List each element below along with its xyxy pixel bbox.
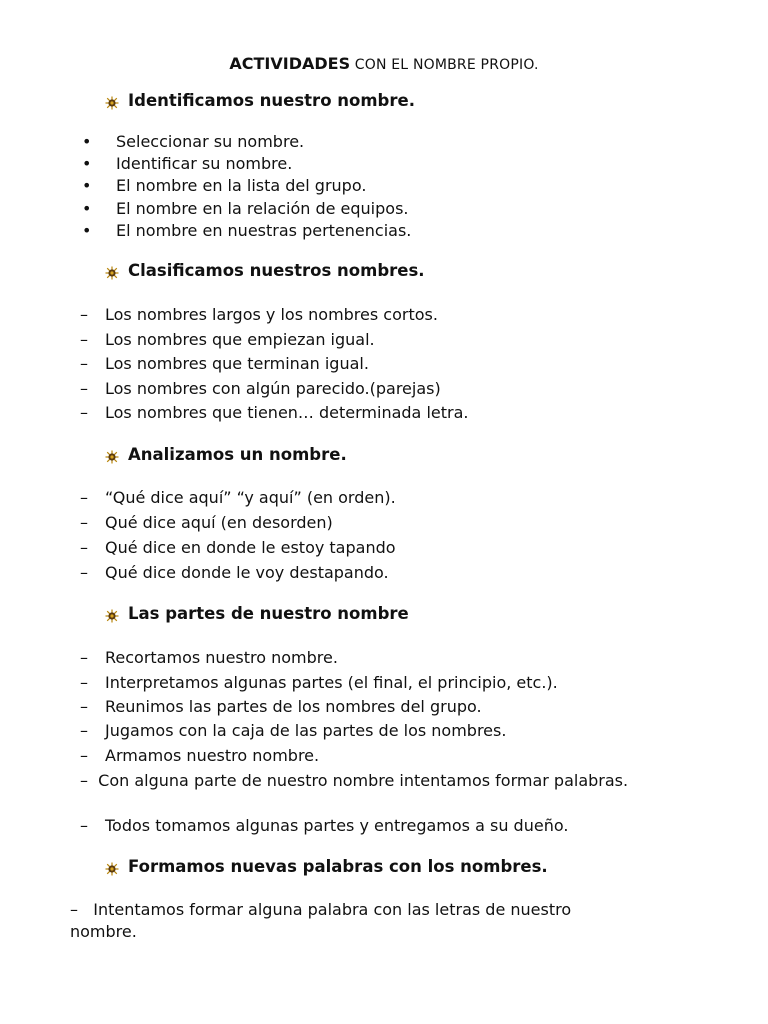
list-item-text: Qué dice donde le voy destapando.: [105, 563, 389, 582]
dash-marker: –: [80, 379, 88, 398]
list-item-text: Identificar su nombre.: [116, 154, 293, 173]
sun-bullet-icon: [105, 266, 119, 280]
sun-bullet-icon: [105, 450, 119, 464]
bullet-marker: •: [82, 176, 92, 195]
list-item-text: Qué dice aquí (en desorden): [105, 513, 333, 532]
list-item-text: El nombre en la lista del grupo.: [116, 176, 367, 195]
dash-marker: –: [80, 648, 88, 667]
section-heading: Clasificamos nuestros nombres.: [128, 261, 425, 280]
list-item-text: Los nombres largos y los nombres cortos.: [105, 305, 438, 324]
section-heading: Analizamos un nombre.: [128, 445, 347, 464]
bullet-marker: •: [82, 154, 92, 173]
list-item-text: Los nombres que terminan igual.: [105, 354, 369, 373]
list-item-text: Reunimos las partes de los nombres del grupo.: [105, 697, 482, 716]
dash-marker: –: [80, 305, 88, 324]
section-heading: Formamos nuevas palabras con los nombres.: [128, 857, 548, 876]
sun-bullet-icon: [105, 862, 119, 876]
list-item-text: Armamos nuestro nombre.: [105, 746, 320, 765]
bullet-marker: •: [82, 132, 92, 151]
dash-marker: –: [80, 513, 88, 532]
dash-marker: –: [80, 771, 88, 790]
section-heading: Identificamos nuestro nombre.: [128, 91, 415, 110]
bullet-marker: •: [82, 199, 92, 218]
dash-marker: –: [80, 538, 88, 557]
page-title: [0, 54, 768, 73]
dash-marker: –: [80, 721, 88, 740]
list-item-text: El nombre en la relación de equipos.: [116, 199, 409, 218]
list-item-text: Los nombres que empiezan igual.: [105, 330, 375, 349]
dash-marker: –: [80, 403, 88, 422]
list-item-text: Seleccionar su nombre.: [116, 132, 305, 151]
dash-marker: –: [80, 488, 88, 507]
list-item-text: “Qué dice aquí” “y aquí” (en orden).: [105, 488, 396, 507]
dash-marker: –: [80, 816, 88, 835]
dash-marker: –: [80, 697, 88, 716]
list-item-text: El nombre en nuestras pertenencias.: [116, 221, 412, 240]
list-item-text: Interpretamos algunas partes (el final, el principio, etc.).: [105, 673, 558, 692]
list-item-text: Recortamos nuestro nombre.: [105, 648, 338, 667]
title-rest: CON EL NOMBRE PROPIO.: [350, 57, 539, 73]
dash-marker: –: [80, 746, 88, 765]
dash-marker: –: [80, 563, 88, 582]
title-strong: ACTIVIDADES: [229, 54, 351, 73]
list-item-text: Todos tomamos algunas partes y entregamos a su dueño.: [105, 816, 569, 835]
list-item-text: Los nombres con algún parecido.(parejas): [105, 379, 441, 398]
sun-bullet-icon: [105, 96, 119, 110]
sun-bullet-icon: [105, 609, 119, 623]
list-item-text: Jugamos con la caja de las partes de los nombres.: [105, 721, 507, 740]
list-item-text: Intentamos formar alguna palabra con las letras de nuestro nombre.: [70, 900, 572, 941]
dash-marker: –: [70, 900, 78, 919]
list-item: [70, 899, 640, 943]
bullet-marker: •: [82, 221, 92, 240]
list-item-text: Qué dice en donde le estoy tapando: [105, 538, 396, 557]
list-item: [80, 770, 640, 792]
section-heading: Las partes de nuestro nombre: [128, 604, 409, 623]
list-item-text: Los nombres que tienen… determinada letra.: [105, 403, 469, 422]
list-item-text: Con alguna parte de nuestro nombre intentamos formar palabras.: [98, 771, 629, 790]
dash-marker: –: [80, 330, 88, 349]
dash-marker: –: [80, 354, 88, 373]
dash-marker: –: [80, 673, 88, 692]
